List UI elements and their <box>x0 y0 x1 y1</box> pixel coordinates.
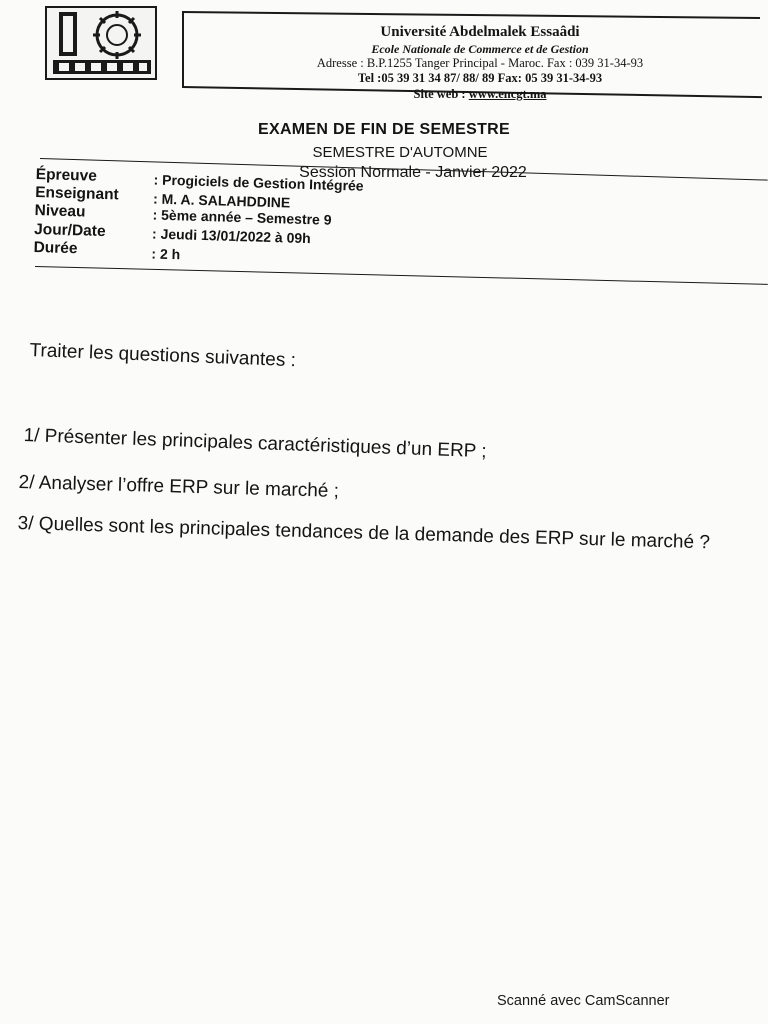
meta-value: : 2 h <box>151 245 181 263</box>
school-name: Ecole Nationale de Commerce et de Gestion <box>371 42 589 56</box>
exam-session: Session Normale - Janvier 2022 <box>299 164 527 181</box>
exam-meta-block <box>33 166 596 283</box>
website-url: www.encgt.ma <box>468 87 547 101</box>
meta-value: : 5ème année – Semestre 9 <box>152 206 332 228</box>
meta-label: Jour/Date <box>33 220 106 241</box>
meta-value: : Jeudi 13/01/2022 à 09h <box>151 225 311 247</box>
university-name: Université Abdelmalek Essaâdi <box>380 24 580 40</box>
meta-value: : M. A. SALAHDDINE <box>152 190 291 211</box>
question-2: 2/ Analyser l’offre ERP sur le marché ; <box>18 472 340 502</box>
meta-row-niveau <box>34 201 332 228</box>
website-label: Site web : <box>413 87 469 101</box>
school-phone: Tel :05 39 31 34 87/ 88/ 89 Fax: 05 39 31-34-93 <box>357 71 603 85</box>
meta-label: Enseignant <box>34 183 119 204</box>
letterhead-left-rule <box>182 11 184 86</box>
encg-tanger-logo <box>45 6 157 80</box>
school-address: Adresse : B.P.1255 Tanger Principal - Maroc. Fax : 039 31-34-93 <box>316 56 644 70</box>
camscanner-watermark: Scanné avec CamScanner <box>497 993 670 1009</box>
question-1: 1/ Présenter les principales caractéristiques d’un ERP ; <box>23 425 487 463</box>
meta-row-jour-date <box>33 220 311 247</box>
question-3: 3/ Quelles sont les principales tendances de la demande des ERP sur le marché ? <box>17 513 711 554</box>
instructions-text: Traiter les questions suivantes : <box>29 340 297 372</box>
exam-semester: SEMESTRE D'AUTOMNE <box>312 144 488 161</box>
meta-row-duree <box>33 238 181 263</box>
meta-label: Niveau <box>34 201 86 221</box>
meta-label: Durée <box>33 238 78 258</box>
school-website <box>200 87 760 102</box>
meta-label: Épreuve <box>35 166 98 185</box>
letterhead-top-rule <box>182 11 760 19</box>
exam-title: EXAMEN DE FIN DE SEMESTRE <box>258 121 510 138</box>
meta-value: : Progiciels de Gestion Intégrée <box>153 171 364 194</box>
